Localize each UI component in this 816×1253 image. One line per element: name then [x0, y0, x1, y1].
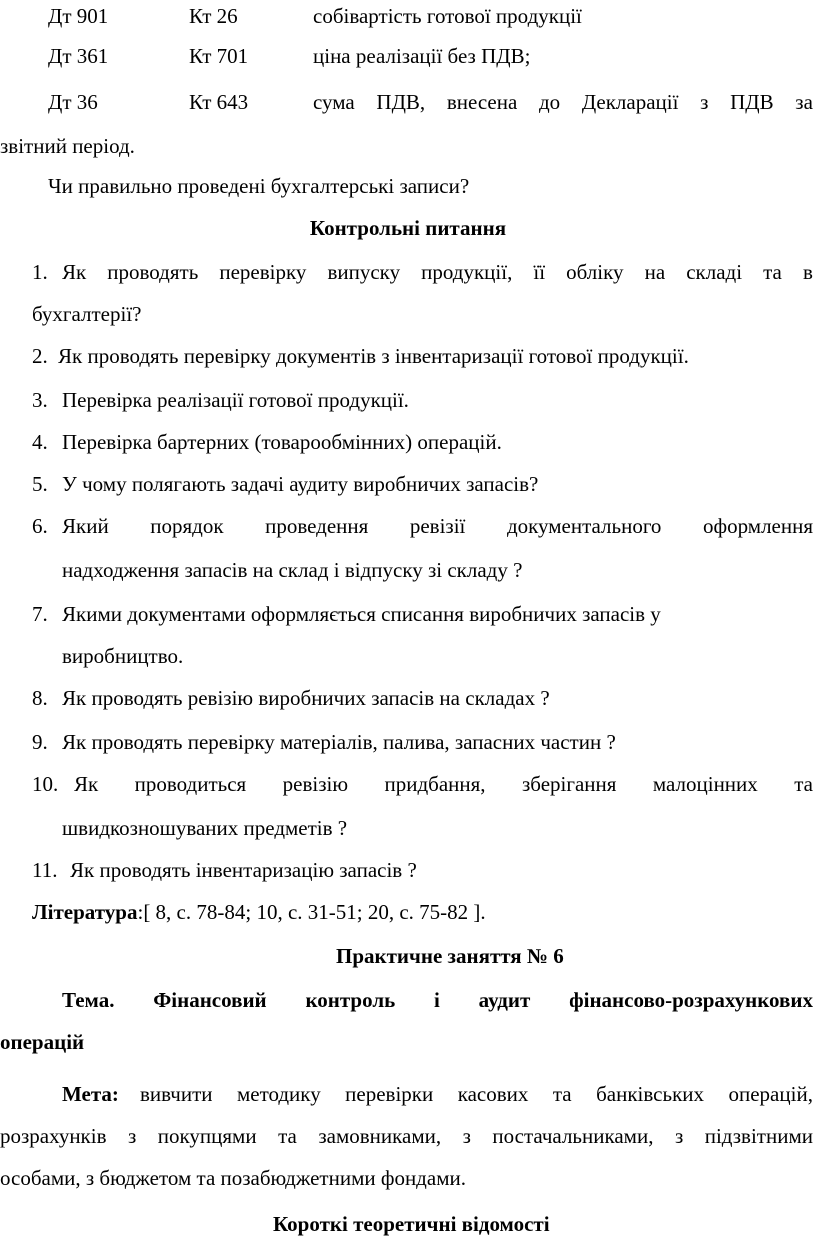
word: з [462, 1124, 471, 1148]
word: ПДВ, [376, 90, 426, 114]
question-text: Чи правильно проведені бухгалтерські записи? [48, 174, 470, 198]
list-item-continuation: надходження запасів на склад і відпуску зі складу ? [62, 558, 523, 582]
word: Як [74, 772, 99, 796]
list-item-number: 8. [32, 686, 48, 710]
word: придбання, [384, 772, 486, 796]
word: ПДВ [730, 90, 774, 114]
word: і [434, 988, 440, 1012]
word: на [644, 260, 666, 284]
list-item-number: 2. [32, 344, 48, 368]
word: її [533, 260, 546, 284]
word: випуску [327, 260, 401, 284]
word: ревізії [409, 514, 466, 538]
word: оформлення [702, 514, 813, 538]
list-item-continuation: виробництво. [62, 644, 184, 668]
entry-description: собівартість готової продукції [313, 4, 582, 28]
word: розрахунків [0, 1124, 107, 1148]
goal-line [0, 1126, 813, 1147]
literature-refs: :[ 8, с. 78-84; 10, с. 31-51; 20, с. 75-82 ]. [137, 900, 486, 924]
list-item-continuation: бухгалтерії? [32, 302, 142, 326]
word: контроль [305, 988, 396, 1012]
word: та [794, 772, 813, 796]
literature-line [32, 902, 486, 923]
word: за [795, 90, 813, 114]
word: документального [506, 514, 662, 538]
practical-heading: Практичне заняття № 6 [336, 944, 564, 968]
word: фінансово-розрахункових [569, 988, 813, 1012]
topic-line [62, 990, 813, 1011]
word: перевірки [345, 1082, 434, 1106]
goal-continuation: особами, з бюджетом та позабюджетними фондами. [0, 1166, 466, 1190]
list-item-number: 9. [32, 730, 48, 754]
list-item: Як проводять перевірку документів з інвентаризації готової продукції. [58, 344, 689, 368]
list-item: У чому полягають задачі аудиту виробничих запасів? [62, 472, 539, 496]
word: банківських [596, 1082, 705, 1106]
list-item [62, 262, 813, 283]
entry-credit: Кт 701 [189, 44, 249, 68]
word: ревізію [282, 772, 349, 796]
word: порядок [150, 514, 224, 538]
list-item-continuation: швидкозношуваних предметів ? [62, 816, 348, 840]
word: з [674, 1124, 684, 1148]
word: зберігання [521, 772, 617, 796]
list-item: Як проводять ревізію виробничих запасів на складах ? [62, 686, 550, 710]
list-item: Як проводять інвентаризацію запасів ? [70, 858, 417, 882]
word: Тема. [62, 988, 115, 1012]
word: перевірку [219, 260, 307, 284]
goal-line [140, 1084, 813, 1105]
word: аудит [478, 988, 531, 1012]
word: касових [457, 1082, 529, 1106]
word: сума [313, 90, 355, 114]
entry-description: ціна реалізації без ПДВ; [313, 44, 531, 68]
word: внесена [446, 90, 518, 114]
list-item-number: 11. [32, 858, 58, 882]
list-item [62, 516, 813, 537]
word: Декларації [581, 90, 679, 114]
word: постачальниками, [492, 1124, 654, 1148]
list-item-number: 3. [32, 388, 48, 412]
word: в [802, 260, 813, 284]
entry-credit: Кт 26 [189, 4, 238, 28]
entry-debit: Дт 901 [48, 4, 109, 28]
word: проводиться [134, 772, 247, 796]
word: обліку [566, 260, 624, 284]
word: до [538, 90, 561, 114]
word: проведення [265, 514, 369, 538]
section-heading: Контрольні питання [309, 216, 507, 240]
list-item: Перевірка реалізації готової продукції. [62, 388, 409, 412]
word: з [128, 1124, 137, 1148]
entry-debit: Дт 361 [48, 44, 109, 68]
word: та [552, 1082, 572, 1106]
entry-description [313, 92, 813, 113]
word: та [278, 1124, 297, 1148]
entry-description-continuation: звітний період. [0, 134, 135, 158]
list-item-number: 1. [32, 260, 48, 284]
word: продукції, [421, 260, 513, 284]
entry-debit: Дт 36 [48, 90, 98, 114]
list-item-number: 6. [32, 514, 48, 538]
list-item-number: 4. [32, 430, 48, 454]
goal-label: Мета: [62, 1082, 119, 1106]
list-item [74, 774, 813, 795]
word: покупцями [157, 1124, 257, 1148]
list-item-number: 5. [32, 472, 48, 496]
literature-label: Література [32, 900, 138, 924]
list-item-number: 10. [32, 772, 59, 796]
list-item: Перевірка бартерних (товарообмінних) операцій. [62, 430, 502, 454]
word: методику [236, 1082, 321, 1106]
word: Як [62, 260, 87, 284]
topic-continuation: операцій [0, 1030, 85, 1054]
word: та [763, 260, 782, 284]
word: складі [686, 260, 743, 284]
word: вивчити [140, 1082, 213, 1106]
word: замовниками, [318, 1124, 442, 1148]
word: Який [62, 514, 109, 538]
word: операцій, [728, 1082, 813, 1106]
theory-heading: Короткі теоретичні відомості [273, 1212, 550, 1236]
list-item: Як проводять перевірку матеріалів, палива, запасних частин ? [62, 730, 616, 754]
word: підзвітними [704, 1124, 813, 1148]
word: малоцінних [652, 772, 758, 796]
word: проводять [107, 260, 199, 284]
list-item: Якими документами оформляється списання виробничих запасів у [62, 602, 661, 626]
word: Фінансовий [153, 988, 267, 1012]
word: з [700, 90, 709, 114]
entry-credit: Кт 643 [189, 90, 249, 114]
list-item-number: 7. [32, 602, 48, 626]
